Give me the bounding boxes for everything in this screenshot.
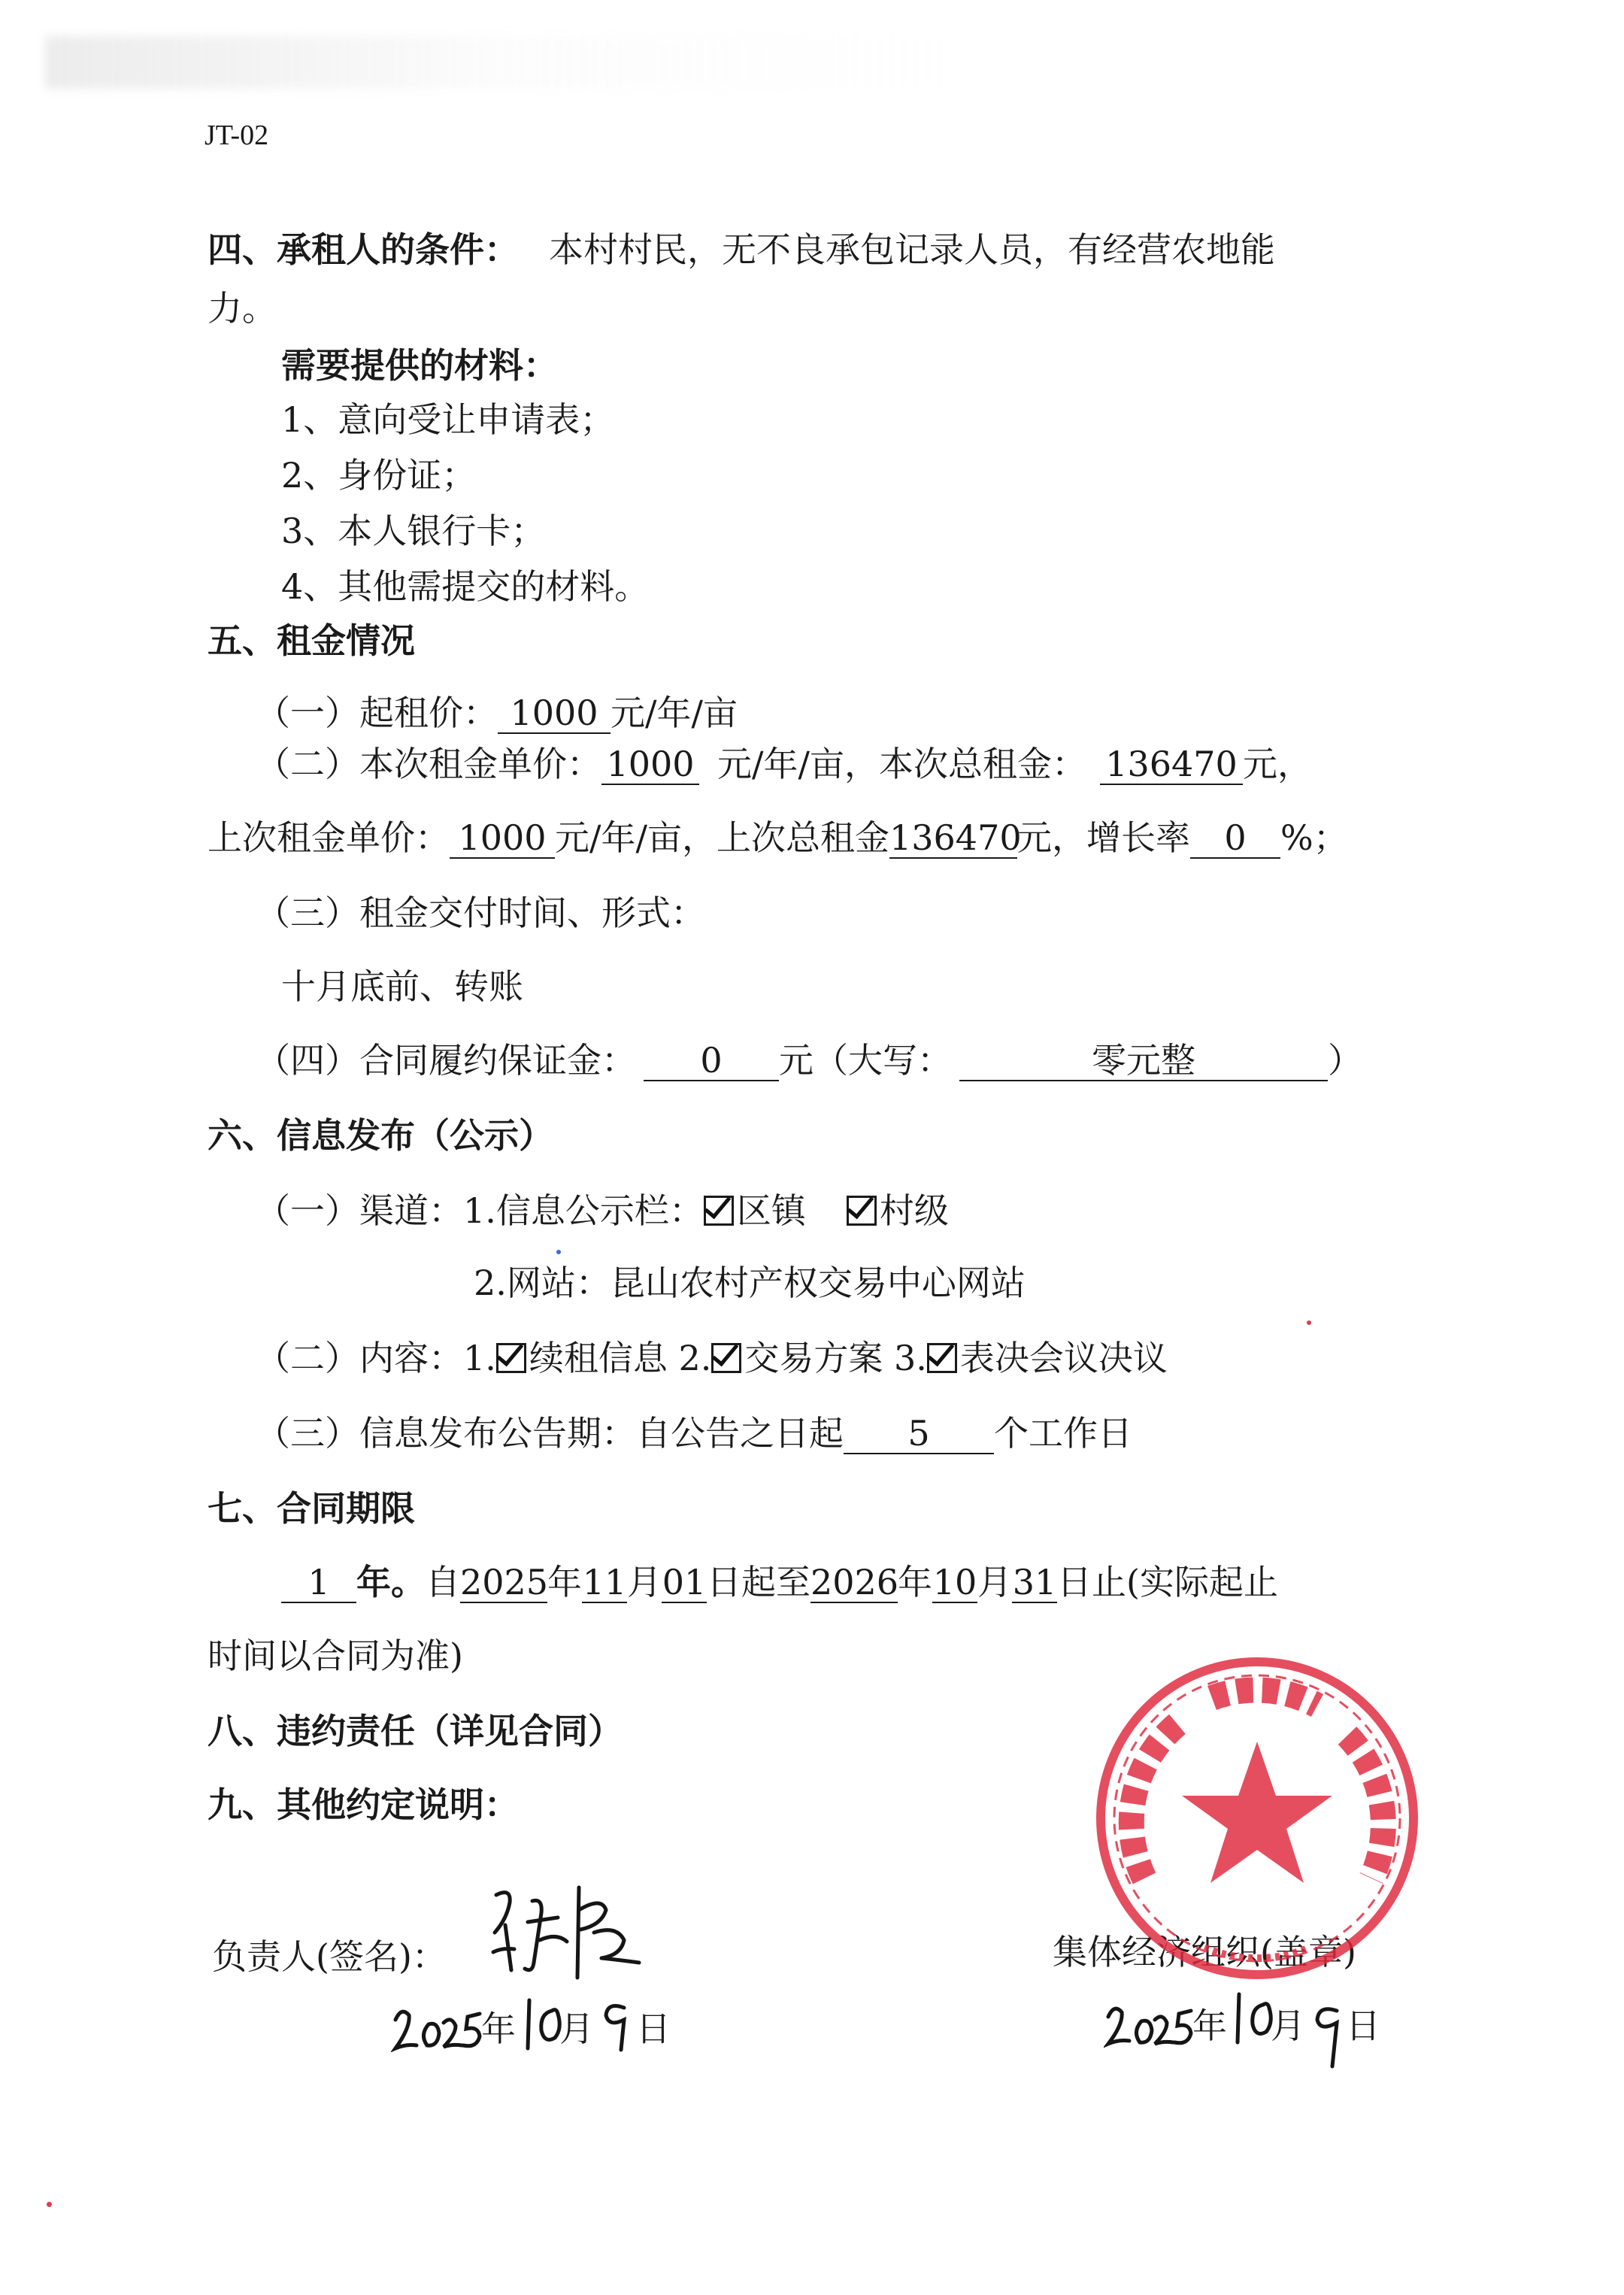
current-price-unit: 元/年/亩，本次总租金：	[717, 744, 1086, 784]
content-label: （二）内容：1.	[256, 1338, 496, 1378]
handwritten-left-year	[391, 1985, 489, 2054]
start-month: 11	[582, 1562, 627, 1602]
checkbox-trade-plan[interactable]	[711, 1343, 741, 1373]
left-date-year-char: 年	[481, 2009, 516, 2049]
doc-code: JT-02	[205, 120, 269, 151]
start-price-line	[256, 690, 738, 735]
ink-speck	[1307, 1320, 1311, 1325]
responsible-label: 负责人(签名)：	[212, 1936, 447, 1977]
payment-value: 十月底前、转账	[281, 966, 523, 1007]
end-day-char: 日	[1057, 1562, 1092, 1602]
start-price-value: 1000	[498, 693, 611, 734]
ink-speck	[47, 2202, 52, 2207]
channel-option-town: 区镇	[736, 1190, 806, 1231]
previous-total-value: 136470	[889, 817, 1022, 858]
material-item-4: 4、其他需提交的材料。	[281, 566, 650, 607]
end-month: 10	[932, 1562, 977, 1602]
start-price-unit: 元/年/亩	[611, 693, 738, 733]
deposit-amount: 0	[644, 1041, 779, 1081]
deposit-label: （四）合同履约保证金：	[256, 1040, 636, 1081]
content-meeting-resolution: 表决会议决议	[959, 1338, 1168, 1378]
term-line	[281, 1560, 1278, 1605]
section4-line1	[208, 227, 1275, 272]
deposit-line	[256, 1038, 1362, 1083]
content-line	[256, 1335, 1168, 1381]
start-day: 01	[662, 1562, 707, 1602]
growth-unit: %；	[1280, 817, 1348, 858]
notice-period-line	[256, 1411, 1132, 1456]
scan-shadow	[45, 36, 947, 89]
term-from: 自	[426, 1562, 460, 1602]
right-date-year-char: 年	[1192, 2005, 1227, 2046]
handwritten-signature	[489, 1880, 662, 1985]
right-date-day-char: 日	[1346, 2005, 1380, 2046]
material-item-1: 1、意向受让申请表；	[281, 399, 615, 440]
previous-price-value: 1000	[450, 818, 555, 859]
payment-label: （三）租金交付时间、形式：	[256, 893, 705, 933]
website-line: 2.网站：昆山农村产权交易中心网站	[474, 1263, 1026, 1303]
end-year: 2026	[810, 1562, 899, 1602]
current-total-unit: 元，	[1243, 744, 1312, 784]
section9-title: 九、其他约定说明：	[208, 1784, 519, 1825]
start-month-char: 月	[627, 1562, 662, 1602]
previous-price-unit: 元/年/亩，上次总租金	[555, 817, 889, 858]
section7-title: 七、合同期限	[208, 1488, 415, 1529]
checkbox-town[interactable]	[704, 1196, 734, 1226]
ink-speck	[556, 1250, 561, 1254]
handwritten-right-day	[1310, 1988, 1349, 2071]
current-total-value: 136470	[1100, 744, 1243, 785]
term-years-unit: 年。	[356, 1562, 426, 1602]
term-years: 1	[281, 1563, 356, 1603]
checkbox-meeting-resolution[interactable]	[927, 1343, 957, 1373]
org-label: 集体经济组织(盖章)	[1053, 1932, 1356, 1972]
handwritten-left-day	[598, 1985, 636, 2053]
handwritten-right-year	[1104, 1985, 1197, 2050]
channel-label: （一）渠道：1.信息公示栏：	[256, 1190, 704, 1231]
growth-value: 0	[1190, 818, 1280, 859]
channel-line	[256, 1188, 949, 1233]
term-tail-line2: 时间以合同为准)	[208, 1636, 463, 1676]
right-date-month-char: 月	[1271, 2005, 1305, 2046]
start-price-label: （一）起租价：	[256, 693, 498, 733]
start-day-char: 日	[707, 1562, 741, 1602]
start-year: 2025	[460, 1562, 549, 1602]
end-year-char: 年	[898, 1562, 932, 1602]
content-renewal-info: 续租信息 2.	[529, 1338, 712, 1378]
content-trade-plan: 交易方案 3.	[744, 1338, 927, 1378]
section4-text: 本村村民，无不良承包记录人员，有经营农地能	[549, 229, 1275, 270]
materials-title: 需要提供的材料：	[281, 345, 558, 386]
current-price-value: 1000	[601, 744, 699, 785]
section6-title: 六、信息发布（公示）	[208, 1115, 553, 1156]
previous-price-label: 上次租金单价：	[208, 817, 450, 858]
section4-line2: 力。	[208, 288, 277, 329]
growth-label: 元，增长率	[1017, 817, 1190, 858]
material-item-3: 3、本人银行卡；	[281, 511, 546, 551]
checkbox-village[interactable]	[847, 1196, 877, 1226]
checkbox-renewal-info[interactable]	[496, 1343, 526, 1373]
deposit-unit: 元（大写：	[779, 1040, 952, 1081]
current-price-label: （二）本次租金单价：	[256, 744, 601, 784]
section5-title: 五、租金情况	[208, 620, 415, 661]
notice-period-days: 5	[844, 1414, 994, 1454]
deposit-close: ）	[1328, 1040, 1362, 1081]
end-month-char: 月	[977, 1562, 1012, 1602]
previous-price-line	[208, 815, 1348, 860]
start-year-char: 年	[547, 1562, 582, 1602]
section8-title: 八、违约责任（详见合同）	[208, 1711, 623, 1751]
term-tail: 止(实际起止	[1092, 1562, 1278, 1602]
notice-period-label: （三）信息发布公告期：自公告之日起	[256, 1413, 844, 1454]
term-to: 起至	[741, 1562, 810, 1602]
section4-title: 四、承租人的条件：	[208, 229, 519, 270]
current-price-line	[256, 741, 1312, 787]
deposit-words: 零元整	[959, 1041, 1328, 1081]
official-seal	[1092, 1653, 1423, 1984]
left-date-day-char: 日	[636, 2009, 671, 2049]
channel-option-village: 村级	[879, 1190, 949, 1231]
notice-period-unit: 个工作日	[994, 1413, 1132, 1454]
end-day: 31	[1012, 1562, 1057, 1602]
material-item-2: 2、身份证；	[281, 455, 477, 496]
left-date-month-char: 月	[559, 2009, 594, 2049]
